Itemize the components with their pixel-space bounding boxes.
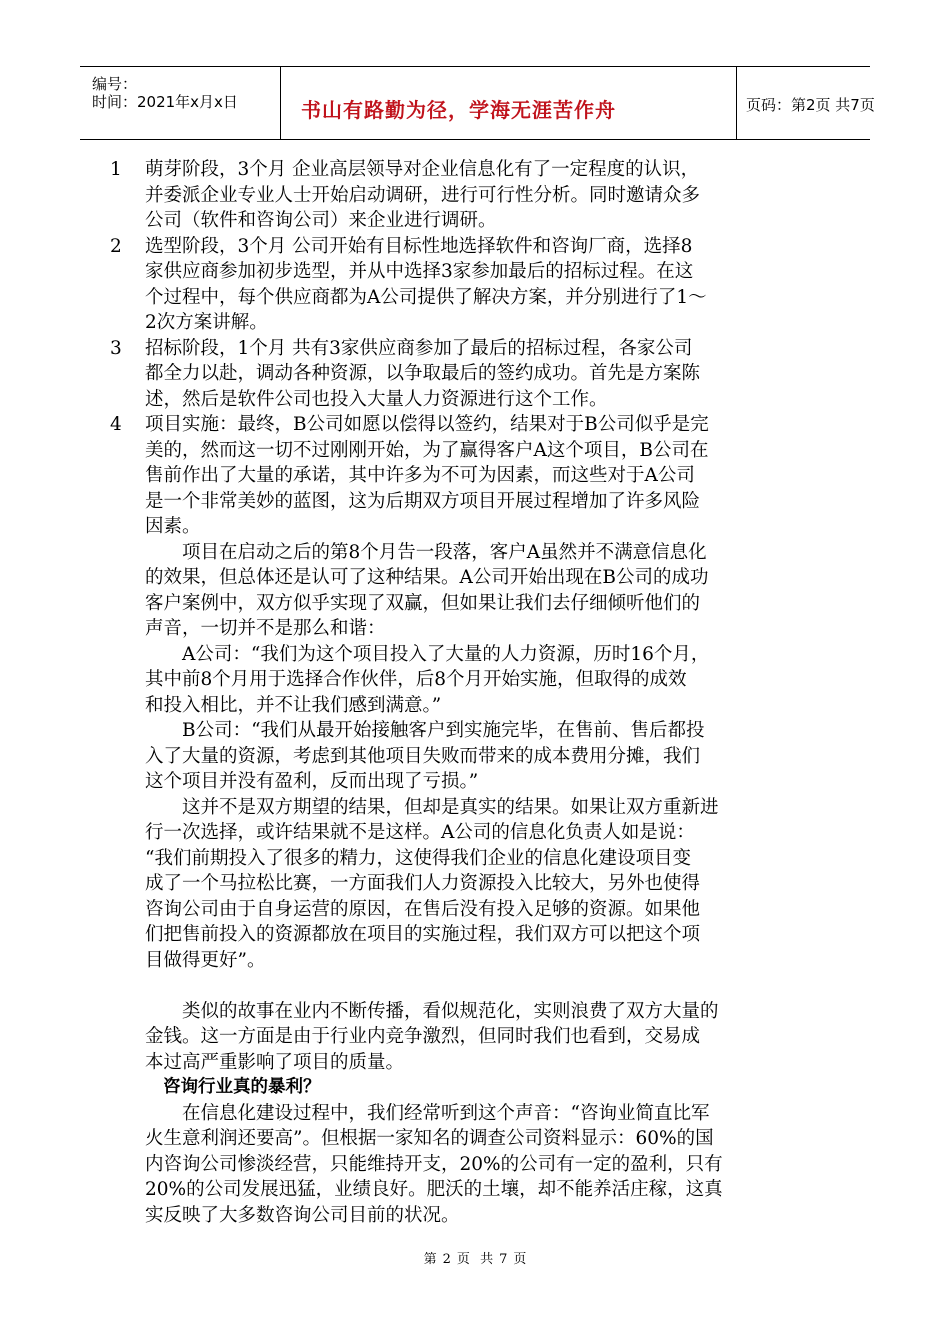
footer-prefix: 第: [423, 1252, 437, 1267]
paragraph-line: 的效果，但总体还是认可了这种结果。A公司开始出现在B公司的成功: [145, 567, 709, 588]
list-item-line: 萌芽阶段，3个月 企业高层领导对企业信息化有了一定程度的认识，: [145, 159, 700, 180]
list-item-number: 1: [110, 159, 122, 180]
page-info: 页码：第2页 共7页: [746, 96, 875, 114]
header-page-cell: [736, 67, 875, 139]
paragraph-line: 金钱。这一方面是由于行业内竞争激烈，但同时我们也看到，交易成: [145, 1026, 701, 1047]
page-header: [80, 66, 875, 140]
paragraph-line: 其中前8个月用于选择合作伙伴，后8个月开始实施，但取得的成效: [145, 669, 687, 690]
footer-total-number: 7: [499, 1252, 508, 1267]
list-item-number: 3: [110, 337, 122, 359]
paragraph-line: 火生意利润还要高”。但根据一家知名的调查公司资料显示：60%的国: [145, 1128, 714, 1149]
paragraph-line: 实反映了大多数咨询公司目前的状况。: [145, 1204, 460, 1226]
list-item-line: 个过程中，每个供应商都为A公司提供了解决方案，并分别进行了1～: [145, 286, 707, 308]
list-item-line: 项目实施：最终，B公司如愿以偿得以签约，结果对于B公司似乎是完: [145, 414, 709, 435]
paragraph-line: 成了一个马拉松比赛，一方面我们人力资源投入比较大，另外也使得: [145, 873, 701, 894]
list-item-number: 2: [110, 235, 122, 257]
paragraph-line: 类似的故事在业内不断传播，看似规范化，实则浪费了双方大量的: [145, 1000, 719, 1022]
paragraph-line: 们把售前投入的资源都放在项目的实施过程，我们双方可以把这个项: [145, 924, 701, 945]
paragraph-line: 20%的公司发展迅猛，业绩良好。肥沃的土壤，却不能养活庄稼，这真: [145, 1179, 723, 1200]
paragraph-line: 在信息化建设过程中，我们经常听到这个声音：“咨询业简直比军: [145, 1102, 710, 1124]
paragraph-line: 项目在启动之后的第8个月告一段落，客户A虽然并不满意信息化: [145, 541, 707, 563]
paragraph-line: 声音，一切并不是那么和谐：: [145, 618, 386, 639]
paragraph-line: 和投入相比，并不让我们感到满意。”: [145, 694, 442, 716]
list-item-line: 美的，然而这一切不过刚刚开始，为了赢得客户A这个项目，B公司在: [145, 439, 709, 461]
page-footer: [0, 1248, 950, 1267]
list-item-line: 选型阶段，3个月 公司开始有目标性地选择软件和咨询厂商，选择8: [145, 235, 693, 257]
list-item-line: 都全力以赴，调动各种资源，以争取最后的签约成功。首先是方案陈: [145, 363, 701, 384]
list-item-line: 是一个非常美妙的蓝图，这为后期双方项目开展过程增加了许多风险: [145, 490, 701, 512]
footer-page-word: 页: [456, 1252, 470, 1267]
paragraph-line: B公司：“我们从最开始接触客户到实施完毕，在售前、售后都投: [145, 720, 705, 741]
header-meta: [80, 67, 280, 139]
paragraph-line: “我们前期投入了很多的精力，这使得我们企业的信息化建设项目变: [145, 847, 691, 869]
list-item-number: 4: [110, 414, 122, 435]
list-item-line: 家供应商参加初步选型，并从中选择3家参加最后的招标过程。在这: [145, 261, 694, 282]
section-heading: 咨询行业真的暴利？: [163, 1077, 321, 1097]
motto: 书山有路勤为径，学海无涯苦作舟: [301, 98, 616, 122]
header-motto-cell: [280, 67, 737, 139]
paragraph-line: 内咨询公司惨淡经营，只能维持开支，20%的公司有一定的盈利，只有: [145, 1153, 723, 1175]
id-label: 编号：: [92, 75, 138, 93]
list-item-line: 述，然后是软件公司也投入大量人力资源进行这个工作。: [145, 388, 608, 410]
list-item-line: 2次方案讲解。: [145, 312, 268, 333]
date-label: 时间：2021年x月x日: [92, 93, 238, 111]
list-item-line: 公司（软件和咨询公司）来企业进行调研。: [145, 210, 497, 231]
list-item-line: 招标阶段，1个月 共有3家供应商参加了最后的招标过程，各家公司: [145, 337, 693, 359]
paragraph-line: 咨询公司由于自身运营的原因，在售后没有投入足够的资源。如果他: [145, 898, 701, 920]
list-item-line: 并委派企业专业人士开始启动调研，进行可行性分析。同时邀请众多: [145, 184, 701, 206]
paragraph-line: 这并不是双方期望的结果，但却是真实的结果。如果让双方重新进: [145, 796, 719, 818]
list-item-line: 因素。: [145, 516, 201, 537]
footer-total-word: 页: [513, 1252, 527, 1267]
paragraph-line: 客户案例中，双方似乎实现了双赢，但如果让我们去仔细倾听他们的: [145, 592, 701, 614]
paragraph-line: 这个项目并没有盈利，反而出现了亏损。”: [145, 771, 479, 792]
footer-total-prefix: 共: [480, 1252, 494, 1267]
paragraph-line: 入了大量的资源，考虑到其他项目失败而带来的成本费用分摊，我们: [145, 745, 701, 767]
footer-page-number: 2: [442, 1252, 451, 1267]
paragraph-line: 行一次选择，或许结果就不是这样。A公司的信息化负责人如是说：: [145, 822, 695, 843]
paragraph-line: 本过高严重影响了项目的质量。: [145, 1051, 405, 1073]
list-item-line: 售前作出了大量的承诺，其中许多为不可为因素，而这些对于A公司: [145, 465, 695, 486]
paragraph-line: 目做得更好”。: [145, 949, 266, 971]
paragraph-line: A公司：“我们为这个项目投入了大量的人力资源，历时16个月，: [145, 643, 710, 665]
